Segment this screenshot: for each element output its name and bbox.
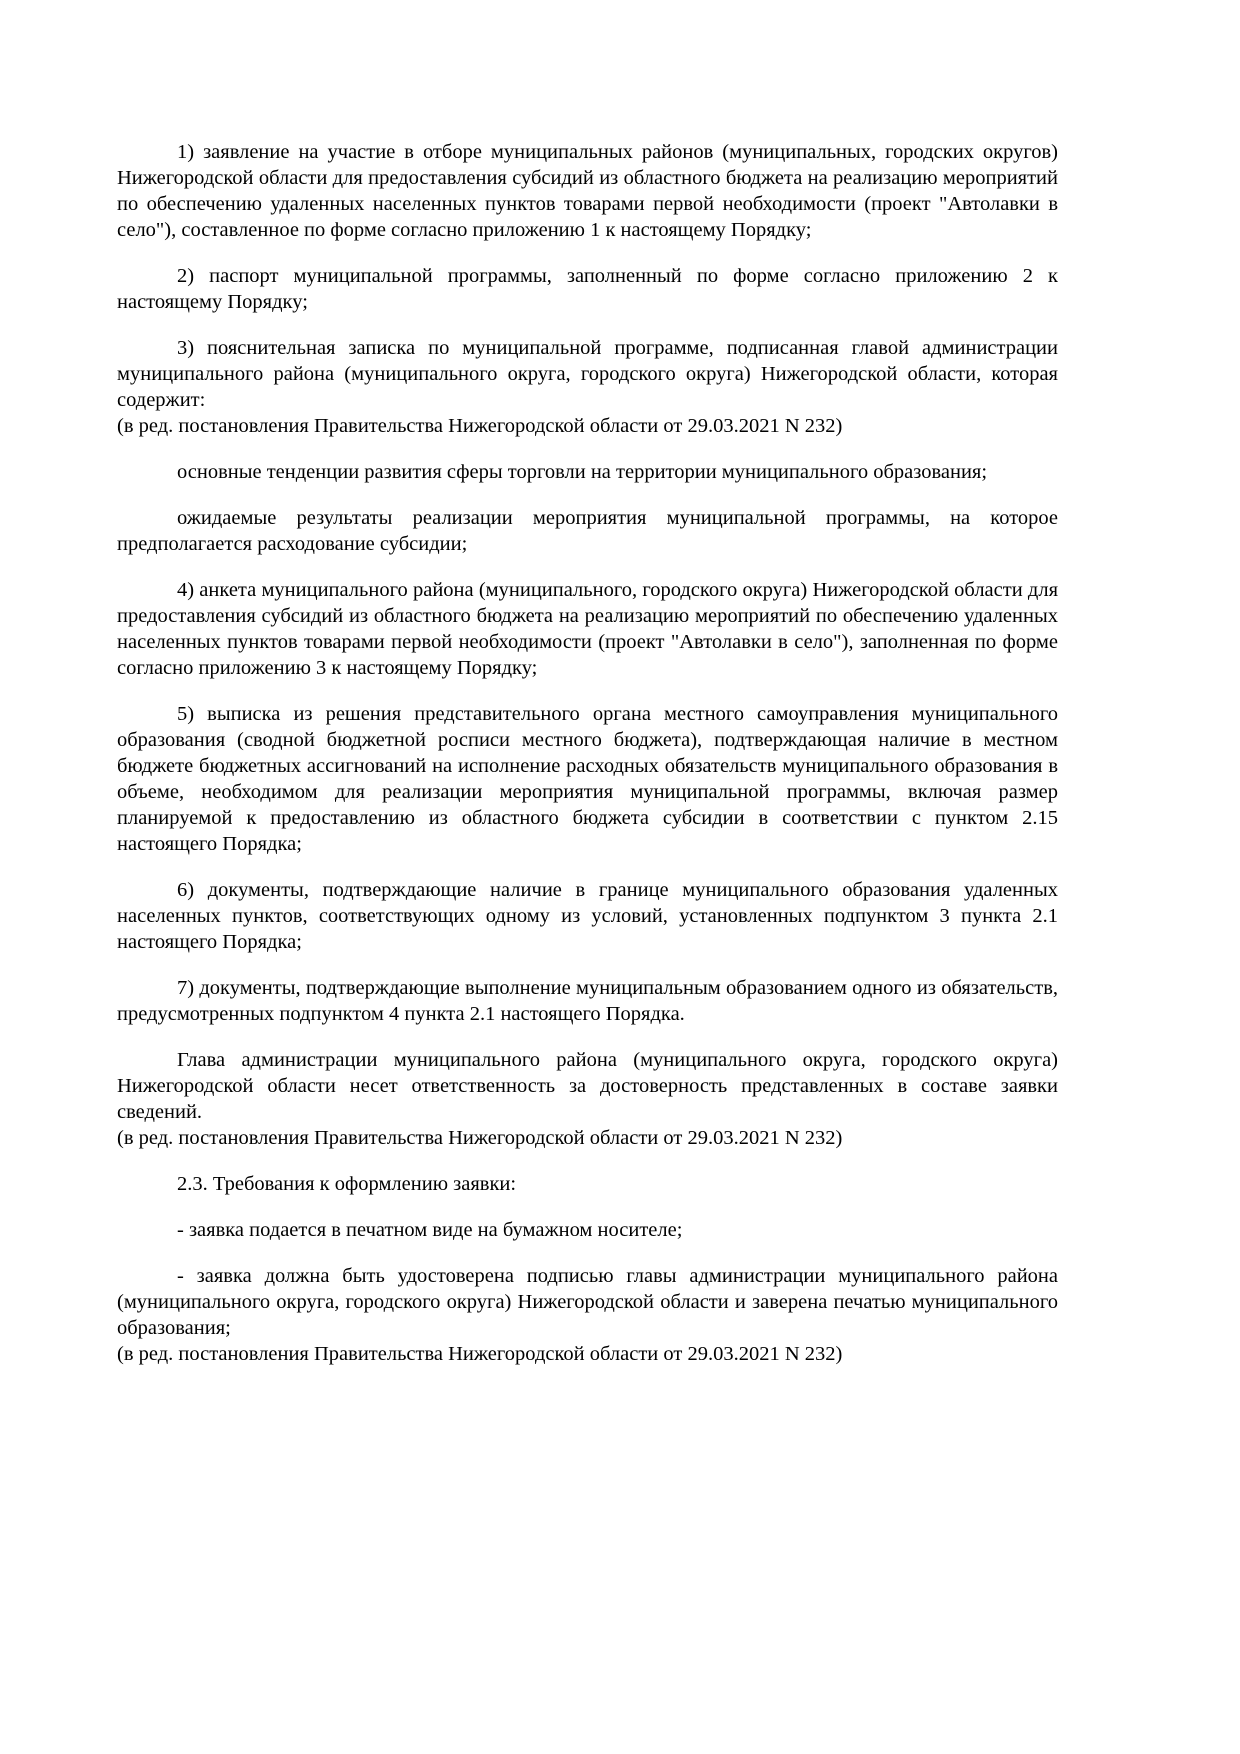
paragraph-trends xyxy=(117,459,1058,485)
paragraph-requirement-1 xyxy=(117,1217,1058,1243)
paragraph-text: 6) документы, подтверждающие наличие в границе муниципального образования удаленных населенных пунктов, соответствующих одному из условий, установленных подпунктом 3 пункта 2.1 настоящего Порядка; xyxy=(117,879,1058,953)
paragraph-text: - заявка подается в печатном виде на бумажном носителе; xyxy=(177,1219,683,1241)
paragraph-responsibility xyxy=(117,1047,1058,1151)
paragraph-requirement-2 xyxy=(117,1263,1058,1367)
amendment-note: (в ред. постановления Правительства Нижегородской области от 29.03.2021 N 232) xyxy=(117,1343,843,1365)
paragraph-text: Глава администрации муниципального района (муниципального округа, городского округа) Нижегородской области несет ответственность за достоверность представленных в составе заявки сведений. xyxy=(117,1049,1058,1123)
paragraph-text: 4) анкета муниципального района (муниципального, городского округа) Нижегородской области для предоставления субсидий из областного бюджета на реализацию мероприятий по обеспечению удаленных населенных пунктов товарами первой необходимости (проект "Автолавки в село"), заполненная по форме согласно приложению 3 к настоящему Порядку; xyxy=(117,579,1058,679)
paragraph-text: 3) пояснительная записка по муниципальной программе, подписанная главой администрации муниципального района (муниципального округа, городского округа) Нижегородской области, которая содержит: xyxy=(117,337,1058,411)
paragraph-text: ожидаемые результаты реализации мероприятия муниципальной программы, на которое предполагается расходование субсидии; xyxy=(117,507,1058,555)
paragraph-text: - заявка должна быть удостоверена подписью главы администрации муниципального района (муниципального округа, городского округа) Нижегородской области и заверена печатью муниципального образования; xyxy=(117,1265,1058,1339)
document-page xyxy=(117,139,1058,1387)
section-2-3-heading xyxy=(117,1171,1058,1197)
paragraph-text: основные тенденции развития сферы торговли на территории муниципального образования; xyxy=(177,461,988,483)
paragraph-item-5 xyxy=(117,701,1058,857)
paragraph-item-7 xyxy=(117,975,1058,1027)
paragraph-item-1 xyxy=(117,139,1058,243)
paragraph-text: 2.3. Требования к оформлению заявки: xyxy=(177,1173,517,1195)
paragraph-text: 7) документы, подтверждающие выполнение муниципальным образованием одного из обязательств, предусмотренных подпунктом 4 пункта 2.1 настоящего Порядка. xyxy=(117,977,1058,1025)
paragraph-text: 5) выписка из решения представительного органа местного самоуправления муниципального образования (сводной бюджетной росписи местного бюджета), подтверждающая наличие в местном бюджете бюджетных ассигнований на исполнение расходных обязательств муниципального образования в объеме, необходимом для реализации мероприятия муниципальной программы, включая размер планируемой к предоставлению из областного бюджета субсидии в соответствии с пунктом 2.15 настоящего Порядка; xyxy=(117,703,1058,855)
paragraph-results xyxy=(117,505,1058,557)
paragraph-text: 1) заявление на участие в отборе муниципальных районов (муниципальных, городских округов) Нижегородской области для предоставления субсидий из областного бюджета на реализацию мероприятий по обеспечению удаленных населенных пунктов товарами первой необходимости (проект "Автолавки в село"), составленное по форме согласно приложению 1 к настоящему Порядку; xyxy=(117,141,1058,241)
paragraph-item-4 xyxy=(117,577,1058,681)
amendment-note: (в ред. постановления Правительства Нижегородской области от 29.03.2021 N 232) xyxy=(117,415,843,437)
amendment-note: (в ред. постановления Правительства Нижегородской области от 29.03.2021 N 232) xyxy=(117,1127,843,1149)
paragraph-text: 2) паспорт муниципальной программы, заполненный по форме согласно приложению 2 к настоящему Порядку; xyxy=(117,265,1058,313)
paragraph-item-2 xyxy=(117,263,1058,315)
paragraph-item-3 xyxy=(117,335,1058,439)
paragraph-item-6 xyxy=(117,877,1058,955)
